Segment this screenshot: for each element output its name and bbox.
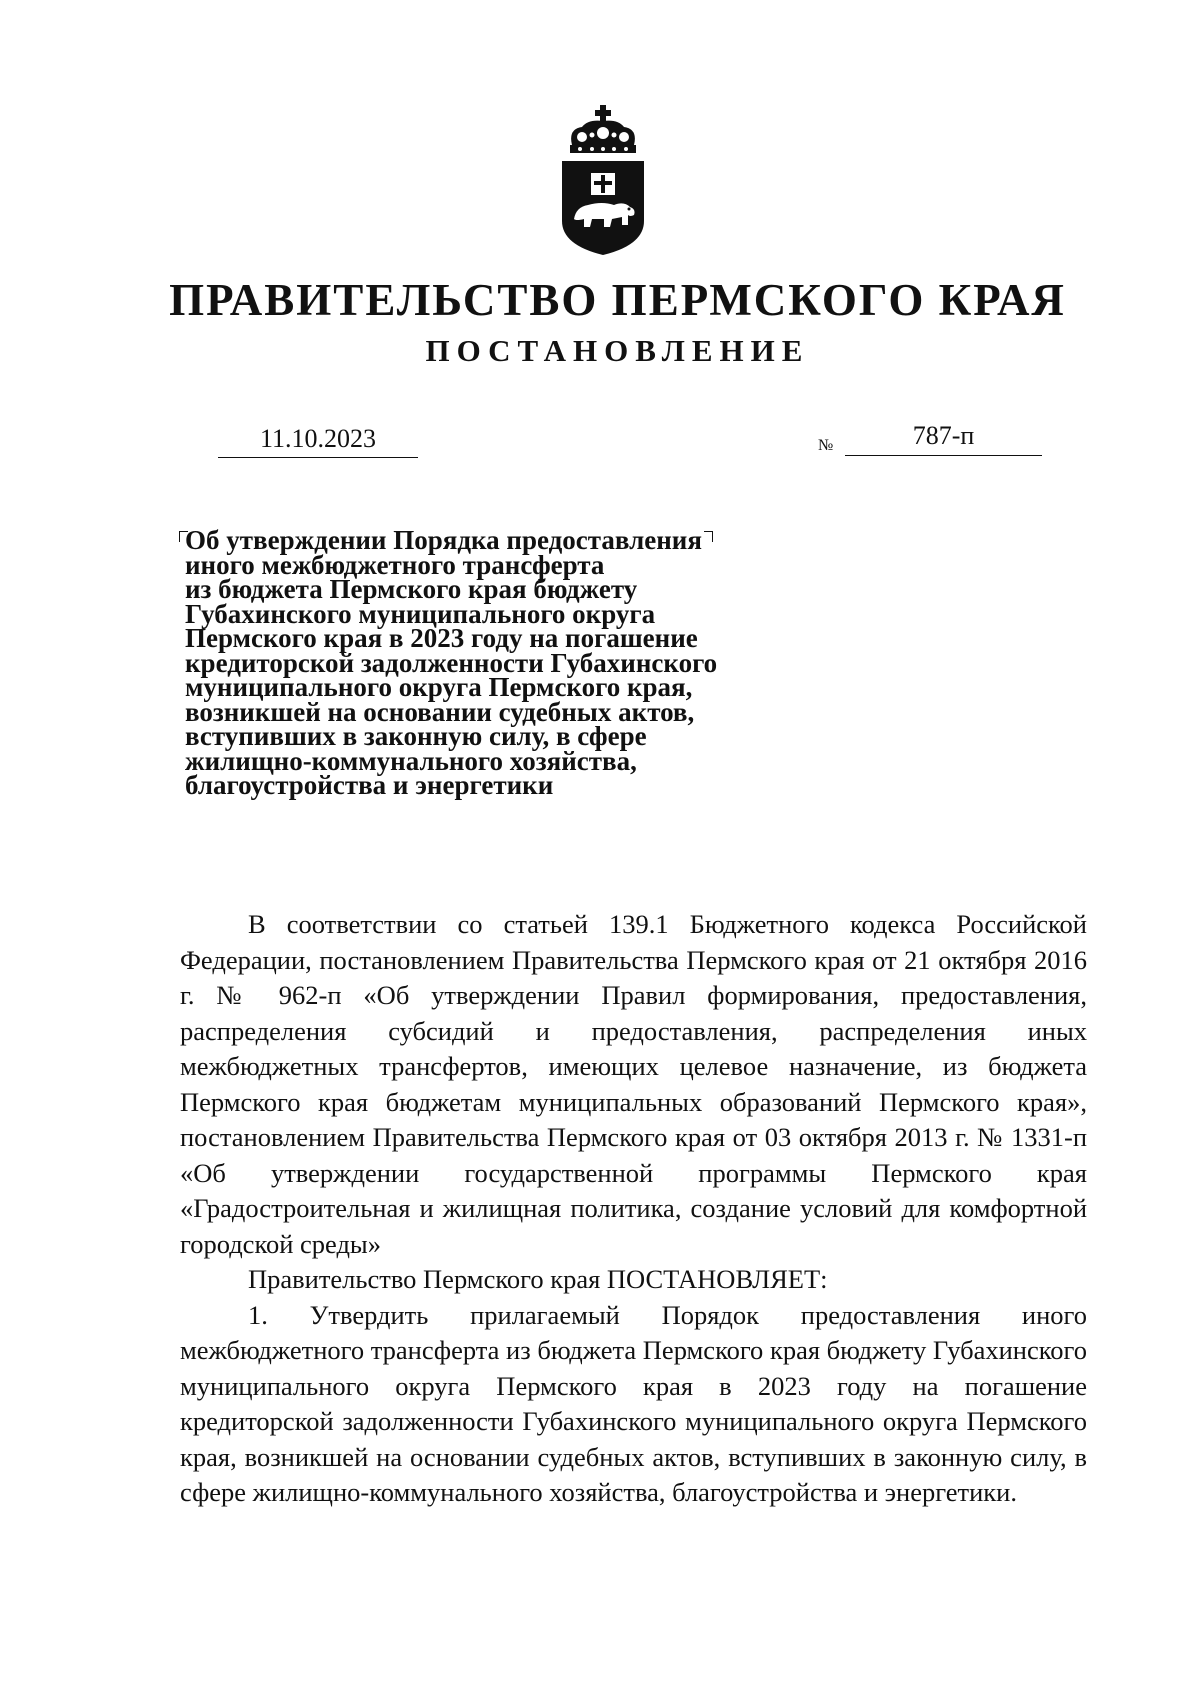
number-sign: №: [818, 437, 834, 454]
document-number: 787-п: [845, 417, 1042, 456]
document-date: 11.10.2023: [218, 421, 418, 458]
document-subject: Об утверждении Порядка предоставления иного межбюджетного трансферта из бюджета Пермского края бюджету Губахинского муниципального округа Пермского края в 2023 году на погашение кредиторской задолженности Губахинского муниципального округа Пермского края, возникшей на основании судебных актов, вступивших в законную силу, в сфере жилищно-коммунального хозяйства, благоустройства и энергетики: [185, 525, 718, 800]
perm-krai-coat-of-arms-icon: [558, 103, 648, 257]
document-body: [180, 907, 1087, 1511]
item-1-paragraph: 1. Утвердить прилагаемый Порядок предоставления иного межбюджетного трансферта из бюджета Пермского края бюджету Губахинского муниципального округа Пермского края в 2023 году на погашение кредиторской задолженности Губахинского муниципального округа Пермского края, возникшей на основании судебных актов, вступивших в законную силу, в сфере жилищно-коммунального хозяйства, благоустройства и энергетики.: [180, 1299, 1087, 1507]
preamble-paragraph: В соответствии со статьей 139.1 Бюджетного кодекса Российской Федерации, постановлением Правительства Пермского края от 21 октября 2016 г. № 962-п «Об утверждении Правил формирования, предоставления, распределения субсидий и предоставления, распределения иных межбюджетных трансфертов, имеющих целевое назначение, из бюджета Пермского края бюджетам муниципальных образований Пермского края», постановлением Правительства Пермского края от 03 октября 2013 г. № 1331-п «Об утверждении государственной программы Пермского края «Градостроительная и жилищная политика, создание условий для комфортной городской среды»: [180, 909, 1087, 1259]
document-type-title: ПОСТАНОВЛЕНИЕ: [425, 333, 810, 368]
organization-title: ПРАВИТЕЛЬСТВО ПЕРМСКОГО КРАЯ: [169, 275, 1066, 325]
resolves-paragraph: Правительство Пермского края ПОСТАНОВЛЯЕТ:: [248, 1264, 828, 1294]
